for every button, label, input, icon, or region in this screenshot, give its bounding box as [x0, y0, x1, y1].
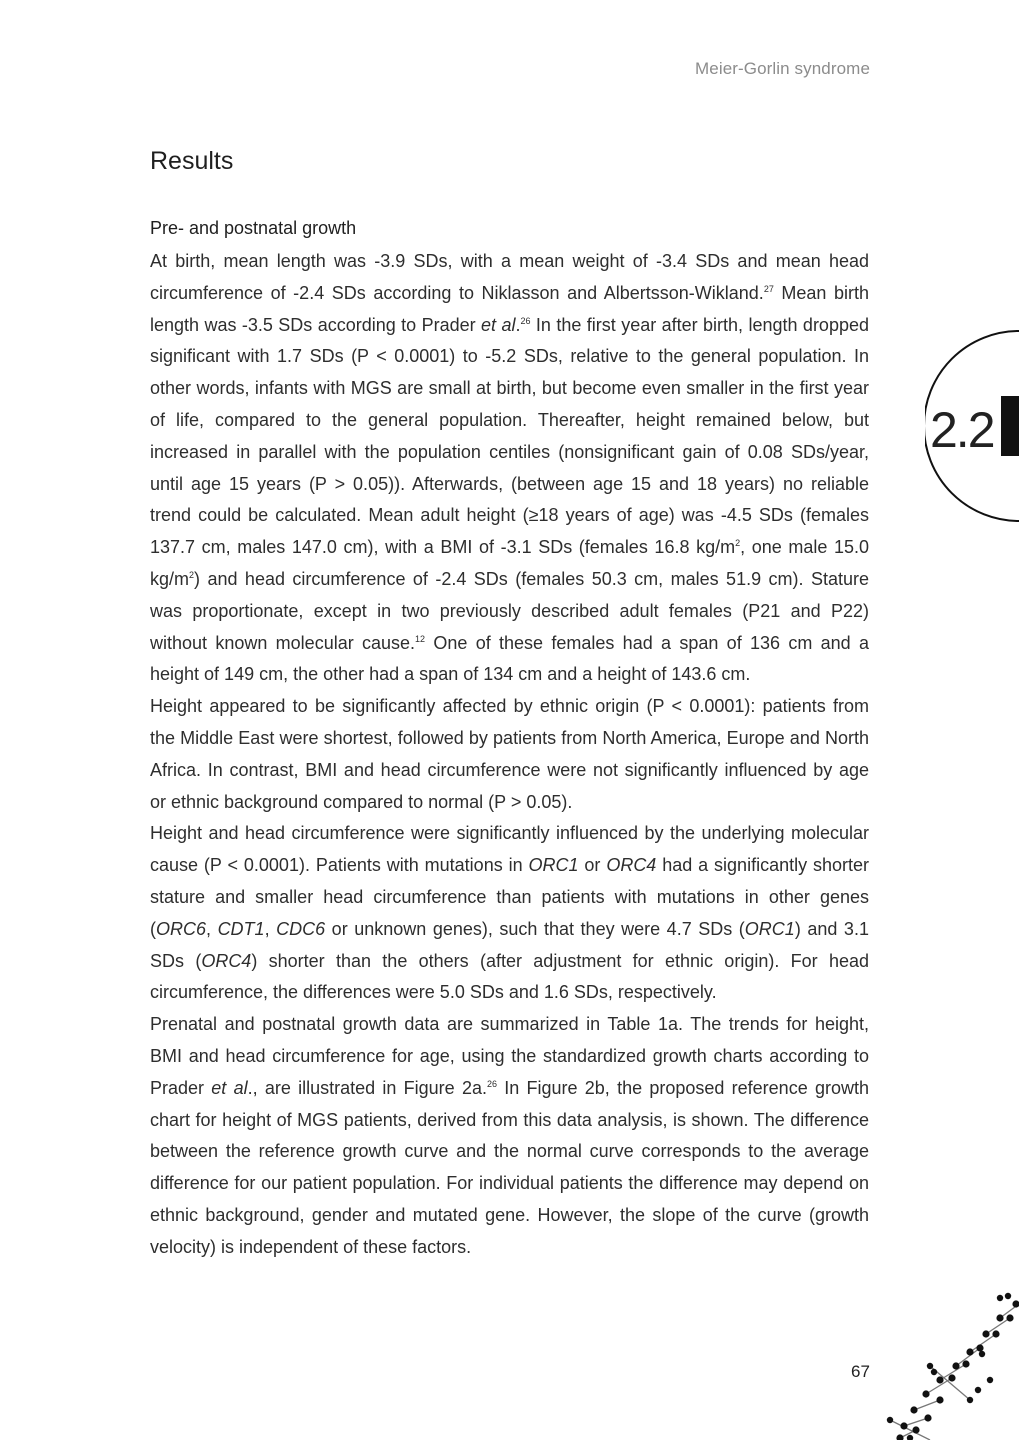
paragraph-2: Height appeared to be significantly affected by ethnic origin (P < 0.0001): patients from the Middle East were shortest, followed by patients from North America, Europe and North Africa. In contrast, BMI and head circumference were not significantly influenced by age or ethnic background compared to normal (P > 0.05).: [150, 696, 869, 812]
page-number: 67: [851, 1362, 870, 1381]
running-header: Meier-Gorlin syndrome: [695, 59, 870, 78]
paragraph-1: At birth, mean length was -3.9 SDs, with a mean weight of -3.4 SDs and mean head circumference of -2.4 SDs according to Niklasson and Albertsson-Wikland.$^{27}$ Mean birth length was -3.5 SDs according to Prader et al.$^{26}$ In the first year after birth, length dropped significant with 1.7 SDs (P < 0.0001) to -5.2 SDs, relative to the general population. In other words, infants with MGS are small at birth, but become even smaller in the first year of life, compared to the general population. Thereafter, height remained below, but increased in parallel with the population centiles (nonsignificant gain of 0.08 SDs/year, until age 15 years (P > 0.05)). Afterwards, (between age 15 and 18 years) no reliable trend could be calculated. Mean adult height (≥18 years of age) was -4.5 SDs (females 137.7 cm, males 147.0 cm), with a BMI of -3.1 SDs (females 16.8 $kg/m^2$, one male 15.0 $kg/m^2$) and head circumference of -2.4 SDs (females 50.3 cm, males 51.9 cm). Stature was proportionate, except in two previously described adult females (P21 and P22) without known molecular cause.$^{12}$ One of these females had a span of 136 cm and a height of 149 cm, the other had a span of 134 cm and a height of 143.6 cm.: [150, 251, 870, 685]
et-al: et al: [211, 1077, 248, 1098]
gene-name: CDC6: [276, 918, 326, 939]
reference-citation: 12: [415, 633, 426, 644]
et-al: et al: [481, 314, 516, 335]
paragraph-3: Height and head circumference were significantly influenced by the underlying molecular cause (P < 0.0001). Patients with mutations in ORC1 or ORC4 had a significantly shorter stature and smaller head circumference than patients with mutations in other genes (ORC6, CDT1, CDC6 or unknown genes), such that they were 4.7 SDs (ORC1) and 3.1 SDs (ORC4) shorter than the others (after adjustment for ethnic origin). For head circumference, the differences were 5.0 SDs and 1.6 SDs, respectively.: [150, 823, 869, 1003]
gene-name: ORC1: [528, 855, 579, 876]
superscript-2: 2: [189, 569, 195, 580]
paragraph-4: Prenatal and postnatal growth data are summarized in Table 1a. The trends for height, BMI and head circumference for age, using the standardized growth charts according to Prader et al., are illustrated in Figure 2a.$^{26}$ In Figure 2b, the proposed reference growth chart for height of MGS patients, derived from this data analysis, is shown. The difference between the reference growth curve and the normal curve corresponds to the average difference for our patient population. For individual patients the difference may depend on ethnic background, gender and mutated gene. However, the slope of the curve (growth velocity) is independent of these factors.: [150, 1014, 869, 1257]
subsection-title: Pre- and postnatal growth: [150, 218, 357, 238]
reference-citation: 26: [486, 1078, 497, 1089]
body-text: [150, 215, 869, 1264]
gene-name: CDT1: [217, 918, 265, 939]
chapter-number: 2.2: [930, 402, 994, 458]
reference-citation: 26: [520, 315, 531, 326]
gene-name: ORC1: [744, 918, 795, 939]
superscript-2: 2: [735, 538, 741, 549]
gene-name: ORC6: [156, 918, 207, 939]
reference-citation: 27: [763, 283, 774, 294]
gene-name: ORC4: [606, 855, 657, 876]
dna-helix-icon: [870, 1290, 1019, 1440]
gene-name: ORC4: [201, 950, 252, 971]
section-title: Results: [150, 147, 234, 175]
